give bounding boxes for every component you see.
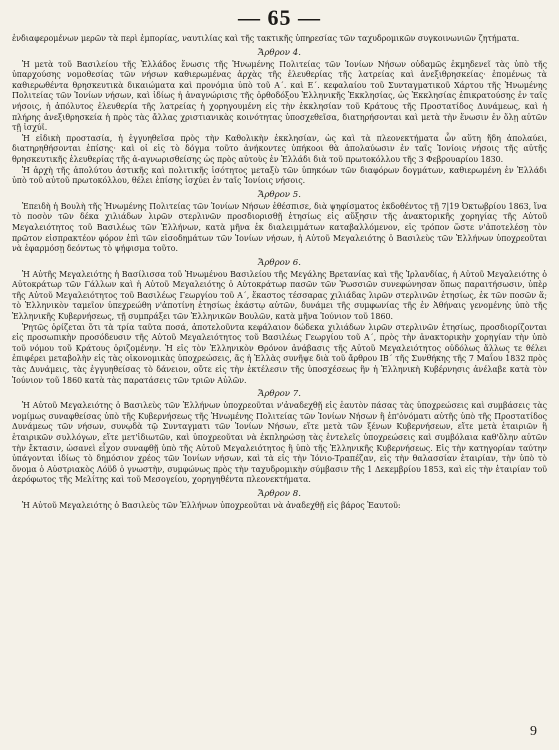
signature-mark: 9 (530, 724, 537, 739)
article-4-paragraph-3: Ἡ ἀρχὴ τῆς ἀπολύτου ἀστικῆς καὶ πολιτικῆς ἰσότητος μεταξὺ τῶν ὑπηκόων τῶν διαφόρων δογμάτων, καθιερωμένη ἐν Ἑλλάδι ὑπὸ τοῦ αὐτοῦ πρωτοκόλλου, θέλει ἐπίσης ἰσχύει ἐν ταῖς Ἰονίοις νήσοις. (12, 165, 547, 186)
article-7-heading (12, 388, 547, 400)
article-4-paragraph-1: Ἡ μετὰ τοῦ Βασιλείου τῆς Ἑλλάδος ἕνωσις τῆς Ἡνωμένης Πολιτείας τῶν Ἰονίων Νήσων οὐδαμῶς ἐκμηδενεῖ τὰς ὑπὸ τῆς ὑπαρχούσης νομοθεσίας τῶν νήσων καθιερωμένας ἀρχὰς τῆς ἐλευθερίας τῆς λατρείας καὶ ἀνεξιθρησκείας· ἐπομένως τὰ καθιερωθέντα θρησκευτικὰ δικαιώματα καὶ προνόμια ὑπὸ τοῦ Α΄. καὶ Ε΄. κεφαλαίου τοῦ Συνταγματικοῦ Χάρτου τῆς Ἡνωμένης Πολιτείας τῶν Ἰονίων νήσων, καὶ ἰδίως ἡ ἀναγνώρισις τῆς ὀρθοδόξου Ἑλληνικῆς Ἐκκλησίας, ὡς Ἐκκλησίας ἐπικρατούσης ἐν ταῖς νήσοις, ἡ ἀπόλυτος ἐλευθερία τῆς λατρείας ἡ χορηγουμένη εἰς τὴν ἐκκλησίαν τοῦ Κράτους τῆς Προστατίδος Δυνάμεως, καὶ ἡ πλήρης ἀνεξιθρησκεία ἡ πρὸς τὰς ἄλλας χριστιανικὰς κοινότητας ὑποσχεθεῖσα, διατηρήσονται καὶ μετὰ τὴν ἕνωσιν ἐν ὅλῃ αὐτῶν τῇ ἰσχύϊ. (12, 59, 547, 133)
article-6-heading-text: Ἄρθρον 6. (258, 257, 301, 268)
article-6-heading (12, 257, 547, 269)
article-8-paragraph-1: Ἡ Αὐτοῦ Μεγαλειότης ὁ Βασιλεὺς τῶν Ἑλλήνων ὑποχρεοῦται νὰ ἀναδεχθῇ εἰς βάρος Ἑαυτοῦ: (22, 500, 401, 510)
article-5-paragraph-1: Ἐπειδὴ ἡ Βουλὴ τῆς Ἡνωμένης Πολιτείας τῶν Ἰονίων Νήσων ἐθέσπισε, διὰ ψηφίσματος ἐκδοθέντος τῇ 7|19 Ὀκτωβρίου 1863, ἵνα τὸ ποσὸν τῶν δέκα χιλιάδων λιρῶν στερλινῶν προσδιορισθῇ ἐτησίως εἰς αὔξησιν τῆς ἀνακτορικῆς χορηγίας τῆς Αὐτοῦ Μεγαλειότητος τοῦ Βασιλέως τῶν Ἑλλήνων, κατὰ μῆνα ἐκ διαλειμμάτων καταβαλλόμενον, εἰς τρόπον ὥστε ν'ἀποτελέσῃ τὸν πρῶτον εἰσπρακτέον φόρον ἐπὶ τῶν εἰσοδημάτων τῶν Ἰονίων νήσων, ἡ Αὐτοῦ Μεγαλειότης ὁ Βασιλεὺς τῶν Ἑλλήνων ὑποχρεοῦται νὰ ἐφαρμόσῃ δεόντως τὸ ψήφισμα τοῦτο. (12, 201, 547, 254)
page-number: — 65 — (238, 5, 321, 30)
article-4-heading (12, 47, 547, 59)
article-6-paragraph-2: Ῥητῶς ὁρίζεται ὅτι τὰ τρία ταῦτα ποσά, ἀποτελοῦντα κεφάλαιον δώδεκα χιλιάδων λιρῶν στερλινῶν ἐτησίως, προσδιορίζονται εἰς προσωπικὴν προσόδευσιν τῆς Αὐτοῦ Μεγαλειότητος τοῦ Βασιλέως Γεωργίου τοῦ Α΄, πρὸς τὴν ἀνακτορικὴν χορηγίαν τὴν ὑπὸ τοῦ νόμου τοῦ Κράτους ὁριζομένην. Ἡ εἰς τὸν Ἑλληνικὸν Θρόνον ἀνάβασις τῆς Αὐτοῦ Μεγαλειότητος οὐδόλως ἄλλως τε θέλει ἐπιφέρει μεταβολὴν εἰς τὰς οἰκονομικὰς ὑποχρεώσεις, ἅς ἡ Ἑλλὰς συνῆψε διὰ τοῦ ἄρθρου ΙΒ΄ τῆς Συνθήκης τῆς 7 Μαΐου 1832 πρὸς τὰς Δυνάμεις, τὰς ἐγγυηθείσας τὸ δάνειον, οὔτε εἰς τὴν ἐκτέλεσιν τῆς ὑποσχέσεως ἣν ἡ Ἑλληνικὴ Κυβέρνησις ἀνέλαβε κατὰ τὸν Ἰούνιον τοῦ 1860 κατὰ τὰς παρατάσεις τῶν τριῶν Αὐλῶν. (12, 322, 547, 385)
article-8-heading-text: Ἄρθρον 8. (258, 488, 301, 499)
article-7-paragraph-1: Ἡ Αὐτοῦ Μεγαλειότης ὁ Βασιλεὺς τῶν Ἑλλήνων ὑποχρεοῦται ν'ἀναδεχθῇ εἰς ἑαυτὸν πάσας τὰς ὑποχρεώσεις καὶ συμβάσεις τὰς νομίμως συναφθείσας ὑπὸ τῆς Κυβερνήσεως τῆς Ἡνωμένης Πολιτείας τῶν Ἰονίων Νήσων ἢ ἐπ'ὀνόματι αὐτῆς ὑπὸ τῆς Προστατίδος Δυνάμεως τῶν νήσων, συνῳδὰ τῷ Συνταγματι τῶν Ἰονίων Νήσων, εἴτε μετὰ τῶν ξένων Κυβερνήσεων, εἴτε μετὰ ἑταιριῶν ἢ ἑταιρικῶν συλλόγων, εἴτε μετ'ἰδιωτῶν, καὶ ὑποχρεοῦται νὰ ἐκπληρώσῃ τὰς ἐντελεῖς ὑποχρεώσεις καὶ συμβόλαια καθ'ὅλην αὐτῶν τὴν ἔκτασιν, ὡσανεὶ εἶχον συναφθῇ ὑπὸ τῆς Αὐτοῦ Μεγαλειότητος ἢ ὑπὸ τῆς Ἑλληνικῆς Κυβερνήσεως. Εἰς τὴν κατηγορίαν ταύτην ὑπάγονται ἰδίως τὸ δημόσιον χρέος τῶν Ἰονίων νήσων, καὶ τὰ εἰς τὴν Ἰόνιο-Τραπέζαν, εἰς τὴν θαλασσίαν ἑταιρίαν, τὴν ὑπὸ τὸ ὄνομα ὁ Αὐστριακὸς Λόϋδ ὁ γνωστὴν, συμφώνως πρὸς τὴν ταχυδρομικὴν σύμβασιν τῆς 1 Δεκεμβρίου 1853, καὶ εἰς τὴν ἑταιρίαν τοῦ ἀερόφωτος τῆς Μελίτης καὶ τοῦ Μεσογείου, χορηγηθέντα πλεονεκτήματα. (12, 401, 547, 485)
article-4-paragraph-2: Ἡ εἰδικὴ προστασία, ἡ ἐγγυηθεῖσα πρὸς τὴν Καθολικὴν ἐκκλησίαν, ὡς καὶ τὰ πλεονεκτήματα ὧν αὕτη ἤδη ἀπολαύει, διατηρηθήσονται ἐπίσης· καὶ οἱ εἰς τὸ δόγμα τοῦτο ἀνήκοντες ὑπήκοοι θὰ ἀπολαύωσιν ἐν ταῖς Ἰονίοις νήσοις τῆς αὐτῆς θρησκευτικῆς ἐλευθερίας τῆς ἀ-αγνωρισθείσης ὡς πρὸς αὐτοὺς ἐν Ἑλλάδι διὰ τοῦ πρωτοκόλλου τῆς 3 Φεβρουαρίου 1830. (12, 133, 547, 164)
article-5-heading-text: Ἄρθρον 5. (258, 189, 301, 200)
article-7-heading-text: Ἄρθρον 7. (258, 389, 301, 400)
article-5-heading (12, 189, 547, 201)
article-6-paragraph-1: Ἡ Αὐτῆς Μεγαλειότης ἡ Βασίλισσα τοῦ Ἡνωμένου Βασιλείου τῆς Μεγάλης Βρετανίας καὶ τῆς Ἰρλανδίας, ἡ Αὐτοῦ Μεγαλειότης ὁ Αὐτοκράτωρ τῶν Γάλλων καὶ ἡ Αὐτοῦ Μεγαλειότης ὁ Αὐτοκράτωρ πασῶν τῶν Ῥωσσιῶν συνεφώνησαν ὅπως παραιτήσωσιν, ὑπὲρ τῆς Αὐτοῦ Μεγαλειότητος τοῦ Βασιλέως Γεωργίου τοῦ Α΄, ἕκαστος τέσσαρας χιλιάδας λιρῶν στερλινῶν ἐτησίως, ἐκ τῶν ποσῶν ἅ; τὸ Ἑλληνικὸν ταμεῖον ὑπεχρεώθη ν'ἀποτίνη ἐτησίως ἑκάστῳ αὐτῶν, δυνάμει τῆς συμφωνίας τῆς ἐν Ἀθήναις γενομένης ὑπὸ τῆς Ἑλληνικῆς Κυβερνήσεως, τῇ συμπράξει τῶν Ἑλληνικῶν Βουλῶν, κατὰ μῆνα Ἰούνιον τοῦ 1860. (12, 269, 547, 322)
intro-paragraph: ἐνδιαφερομένων μερῶν τὰ περὶ ἐμπορίας, ναυτιλίας καὶ τῆς τακτικῆς ὑπηρεσίας τῶν ταχυδρομικῶν συγκοινωνιῶν ζητήματα. (12, 34, 520, 43)
article-4-heading-text: Ἄρθρον 4. (258, 47, 301, 58)
article-8-heading (12, 488, 547, 500)
